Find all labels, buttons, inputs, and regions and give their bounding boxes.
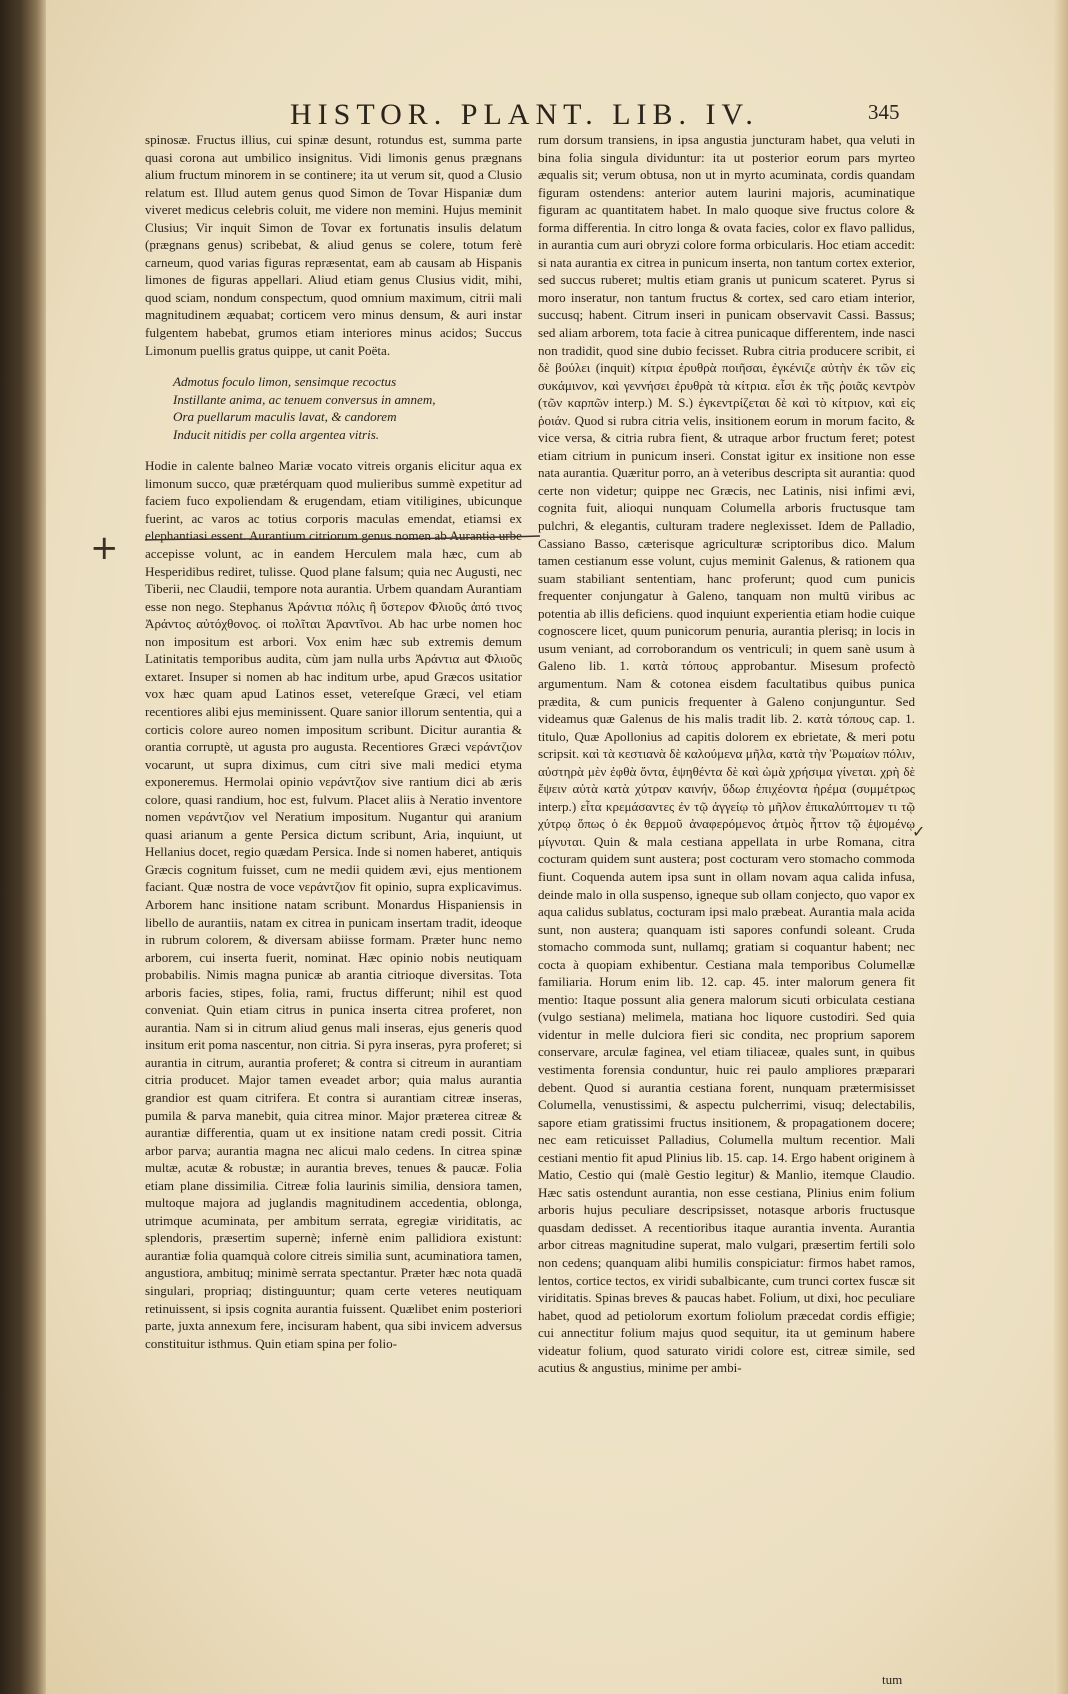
right-column: [538, 131, 915, 1377]
left-paragraph-1: spinosæ. Fructus illius, cui spinæ desunt, rotundus est, summa parte quasi corona aut umbilico insignitus. Vidi limonis genus prægnans alium fructum minorem in se continere; ita ut verum sit, quod a Clusio relatum est. Illud autem genus quod Simon de Tovar Hispaniæ dum viveret medicus celebris coluit, me videre non memini. Hujus meminit Clusius; Vir inquit Simon de Tovar ex fortunatis insulis delatum (prægnans genus) scribebat, & aliud genus se colere, totum ferè carneum, quod varias figuras repræsentat, eam ab causam ab Hispanis limones de figuras appellari. Aliud etiam genus Clusius vidit, mihi, quod sciam, nondum conspectum, quod omnium maximum, citrii mali magnitudinem æquabat; corticem vero minus densum, & auri instar fulgentem habebat, grumos etiam interiores minus acidos; Succus Limonum puellis gratus quippe, ut canit Poëta.: [145, 132, 522, 358]
left-paragraph-2: Hodie in calente balneo Mariæ vocato vitreis organis elicitur aqua ex limonum succo, quæ prætérquam quod mulieribus summè expetitur ad faciem fuco expoliendam & erugendam, etiam vitiligines, ubicunque fuerint, ac varos ac totius corporis maculas emendat, etiamsi ex elephantiasi essent. Aurantium citriorum genus nomen ab Aurantia urbe accepisse volunt, ac in eandem Herculem mala hæc, cum ab Hesperidibus rediret, tulisse. Quod plane falsum; quia nec Augusti, nec Tiberii, nec Claudii, tempore nota aurantia. Urbem quandam Aurantiam esse non nego. Stephanus Ἀράντια πόλις ἢ ὕστερον Φλιοῦς ἀπό τινος Ἀράντος αὐτόχθονος. οἱ πολῖται Ἀραντῖνοι. Ab hac urbe nomen hoc non impositum est arbori. Vox enim hæc sub extremis demum Latinitatis temporibus audita, cùm jam nulla urbs Ἀράντια aut Φλιοῦς extaret. Insuper si nomen ab hac inditum urbe, apud Græcos usitatior vox hæc quam apud Latinos esset, vetereſque Græci, vel etiam recentiores alibi ejus meminissent. Quare sanior illorum sententia, qui a corticis colore aureo nomen impositum scribunt. Dicitur aurantia & orantia corruptè, ut agusta pro augusta. Recentiores Græci νεράντζιον vocarunt, ut supra diximus, cum citri sive mali medici etyma exponeremus. Hermolai opinio νεράντζιον sive rantium dici ab æris colore, quasi randium, hoc est, fulvum. Placet aliis à Neratio inventore nomen νεράντζιον vel Neratium impositum. Nugantur qui aranium quasi arianum a gente Persica dictum scribunt, Aria, inquiunt, ut Hellanius docet, regio quædam Persica. Inde si nomen haberet, antiquis Græcis cognitum fuisset, cum ne medii quidem ævi, ejus mentionem faciant. Quæ nostra de voce νεράντζιον fit opinio, supra explicavimus. Arborem hanc insitione natam scribunt. Monardus Hispaniensis in libello de aurantiis, natam ex citrea in punicam insertam tradit, ideoque in rubrum colorem, & diversam abiisse formam. Præter hunc nemo arborem, cui inserta fuerit, nominat. Hæc opinio nobis neutiquam probabilis. Nimis magna punicæ ab arantia citrioque diversitas. Tota arboris facies, stipes, folia, rami, fructus differunt; nihil est quod conveniat. Quin etiam citrus in punica inserta citrea proferet, non aurantia. Nam si in citrum aliud genus mali inseras, ejus generis quod insitum erit poma nascentur, non citria. Si pyra inseras, pyra proferet; si aurantia in citrum, aurantia proferet; & contra si citreum in aurantiam citria producet. Major tamen eveadet arbor; quia malus aurantia grandior est quam citrifera. Et contra si aurantiam citreæ inseras, pumila & parva manebit, quia citrea minor. Major præterea citreæ & aurantiæ differentia, quam ut ex insitione natam credi possit. Citria arbor parva; aurantia magna nec alicui malo cedens. In citrea spinæ multæ, acutæ & robustæ; in aurantia breves, tenues & paucæ. Folia etiam plane dissimilia. Citreæ folia laurinis similia, densiora tamen, multoque majora ad juglandis magnitudinem accedentia, oblonga, utrimque acuminata, per ambitum serrata, egregiæ viriditatis, ac splendoris, præsertim supernè; infernè enim pallidiora existunt: aurantiæ folia quamquà colore citreis similia sunt, acuminatiora tamen, angustiora, ambituq; minimè serrata spectantur. Præter hæc nota quadā singulari, propriaq; distinguuntur; quam certe veteres neutiquam retinuissent, si ipsis cognita aurantia fuissent. Quælibet enim posteriori parte, juxta annexum fere, incisuram habent, qua sibi invicem adversus constituitur isthmus. Quin etiam spina per folio-: [145, 458, 522, 1351]
catchword: tum: [882, 1672, 903, 1687]
handwritten-underline: [145, 534, 540, 544]
book-gutter: [0, 0, 46, 1694]
right-paragraph: rum dorsum transiens, in ipsa angustia juncturam habet, qua veluti in bina folia singula dividuntur: ita ut posterior eorum pars myrteo æqualis sit; verum obtusa, non ut in myrto acuminata, cordis quandam figuram ostendens: anterior autem laurini majoris, acuminatique figuram ac quantitatem habet. In malo quoque sive fructus colore & forma differentia. In citro longa & ovata facies, color ex flavo pallidus, in aurantia cum auri obryzi colore forma orbicularis. Hoc etiam accedit: si nata aurantia ex citrea in punicum inserta, non tantum cortex exterior, sed succus ruberet; multis etiam granis ut punicum scateret. Pyrus si moro inseratur, non tantum fructus & cortex, sed caro etiam interior, succusq; habent. Citrum inseri in punicam observavit Cassi. Bassus; sed aliam arborem, tota facie à citrea punicaque differentem, inde nasci non tradidit, quod sine dubio fecisset. Rubra citria producere scribit, εἰ δὲ βούλει (inquit) κίτρια ἐρυθρὰ ποιῆσαι, ἐγκένιζε αὐτὴν ἐκ τῶν εἰς συκάμινον, καὶ γεννήσει ἐρυθρὰ τὰ κίτρια. εἶσι ἐκ τῆς ῥοιᾶς κεντρὸν (τῶν καρπῶν interp.) M. S.) ἐγκεντρίζεται δὲ καὶ τὸ κίτριον, καὶ εἰς ῥοιάν. Quod si rubra citria velis, insitionem eorum in morum facito, & vice versa, & citria rubra fient, & utraque arbor fructum feret; potest etiam citrium in punicum inseri. Constat igitur ex insitione non esse nata aurantia. Quæritur porro, an à veteribus descripta sit aurantia: quod certe non videtur; quippe nec Græcis, nec Latinis, nisi infimi ævi, cognita fuit, alioqui nunquam Columella arboris fructusque tam pulchri, & elegantis, culturam tradere neglexisset. Idem de Palladio, Cassiano Basso, cæterisque agriculturæ scriptoribus dico. Malum tamen cestianum esse volunt, cujus meminit Galenus, & rationem qua suam stabiliant sententiam, hanc proferunt; quod cum punicis frequenter conjungatur à Galeno, tanquam non multū viribus ac potentia ab illis deficiens. quod inquiunt experientia etiam hodie cuique cognoscere licet, quum punicorum penuria, aurantia plerisq; in locis in usum veniant, ad corroborandum os ventriculi; in quem sanè usum à Galeno lib. 1. κατὰ τόπους approbantur. Misesum profectò argumentum. Nam & cotonea eisdem facultatibus quibus punica prædita, & cum punicis frequenter à Galeno conjunguntur. Sed videamus quæ Galenus de his malis tradit lib. 2. κατὰ τόπους cap. 1. titulo, Quæ Apollonius ad capitis dolorem ex ebrietate, & meri potu scripsit. καὶ τὰ κεστιανὰ δὲ καλούμενα μῆλα, κατὰ τὴν Ῥωμαίων πόλιν, αὐστηρὰ μὲν ἐφθὰ ὄντα, ἑψηθέντα δὲ καὶ ὠμὰ χρήσιμα γίνεται. χρὴ δὲ ἕψειν αὐτὰ κατὰ χύτραν καινήν, ὕδωρ ἐπιχέοντα ἠρέμα (συμμέτρως interp.) εἶτα κρεμάσαντες ἐν τῷ ἀγγείῳ τὸ μῆλον ἐπικαλύπτομεν τι τῷ χύτρῳ ὅπως ὁ ἐκ θερμοῦ ἀναφερόμενος ἀτμὸς ἧττον τῷ ἑψομένῳ μίγνυται. Quin & mala cestiana appellata in urbe Romana, citra cocturam quidem sunt austera; post cocturam vero stomacho commoda fiunt. Coquenda autem ipsa sunt in ollam novam aqua calida infusa, deinde malo in olla suspenso, igneque sub ollam conjecto, quo vapor ex aqua calidus sublatus, cocturam ipsi malo præbeat. Aurantia mala acida sunt, non austera; quanquam isti sapores confundi soleant. Cruda stomacho commoda sunt, nullamq; gratiam si coquantur habent; nec cocta à quopiam exhibentur. Cestiana mala temporibus Columellæ familiaria. Horum enim lib. 12. cap. 45. inter malorum genera fit mentio: Itaque possunt alia genera malorum sicuti orbiculata cestiana (vulgo sestiana) melimela, matiana hoc liquore custodiri. Sed quia videntur in melle dulciora fieri sic condita, nec proprium saporem conservare, arculæ faginea, vel etiam tiliaceæ, quales sunt, in quibus vestimenta forensia conduntur, huic rei paulo ampliores præparari debent. Quod si aurantia cestiana forent, nunquam prætermisisset Columella, venustissimi, & aspectu pulcherrimi, visuq; delectabilis, sapore etiam gratissimi fructus insitionem, & propagationem docere; nec eam reticuisset Palladius, Columella multum recentior. Mali cestiani mentio fit apud Plinius lib. 15. cap. 14. Ergo habent originem à Matio, Cestio qui (malè Gestio legitur) & Manlio, itemque Claudio. Hæc satis ostendunt aurantia, non esse cestiana, Plinius enim folium arboris hujus peculiare descripsisset, notasque arboris fructusque quasdam dedisset. A recentioribus itaque aurantia inventa. Aurantia arbor citreas magnitudine superat, malo vulgari, præsertim fertili solo non cedens; quanquam alibi humilis conspiciatur: firmos habet ramos, lentos, cortice tectos, ex viridi subalbicante, cum trunci cortex fuscæ sit viriditatis. Spinas breves & paucas habet. Folium, ut dixi, hoc peculiare habet, quod ad petiolorum exortum foliolum præcedat cordis effigie; cui annectitur folium majus quod sequitur, ita ut geminum habere videatur folium, quod saturato viridi colore est, citreæ simile, sed acutius & angustius, minime per ambi-: [538, 132, 915, 1376]
verse-line: Ora puellarum maculis lavat, & candorem: [173, 409, 397, 425]
page-number: 345: [868, 100, 900, 124]
verse-line: Instillante anima, ac tenuem conversus in amnem,: [173, 391, 436, 407]
margin-check-mark: ✓: [912, 822, 926, 841]
verse-line: Inducit nitidis per colla argentea vitris.: [173, 426, 380, 442]
verse-block: [173, 373, 522, 443]
verse-line: Admotus foculo limon, sensimque recoctus: [173, 374, 397, 390]
page-edge: [1054, 0, 1068, 1694]
margin-cross-mark: +: [90, 528, 119, 568]
running-title: HISTOR. PLANT. LIB. IV.: [290, 98, 759, 131]
left-column: [145, 131, 522, 1352]
